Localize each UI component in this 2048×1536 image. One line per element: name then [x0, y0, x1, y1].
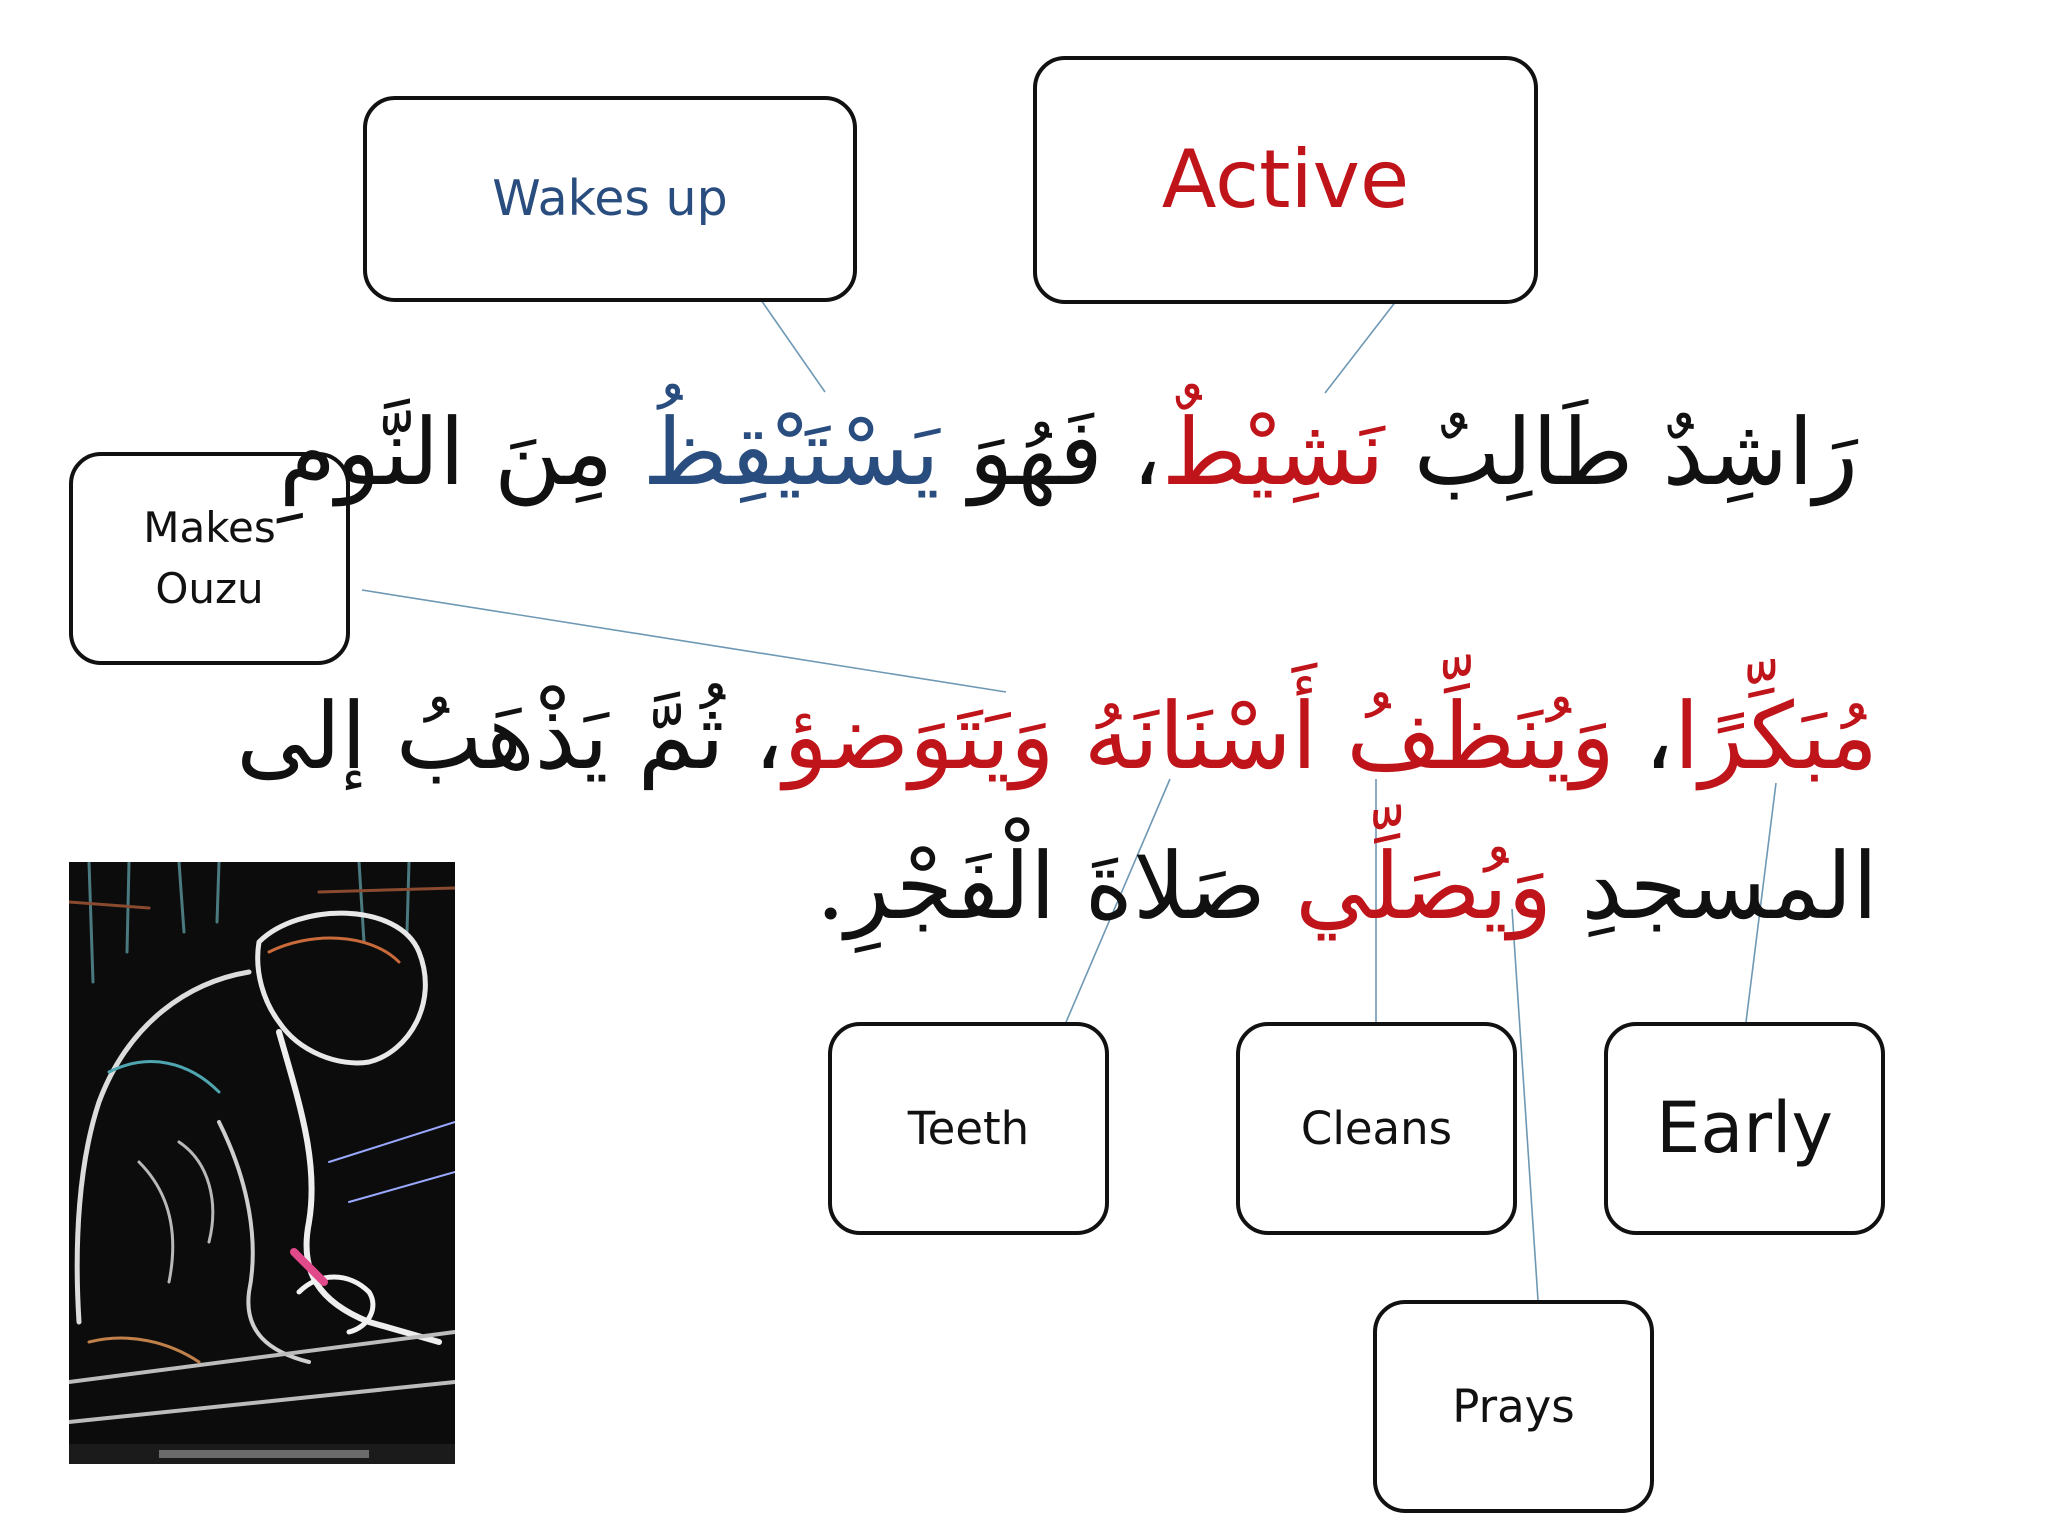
word-thumma-yadhhabu-ila: ، ثُمَّ يَذْهَبُ إلى: [236, 683, 784, 790]
word-al-masjid: المسجدِ: [1552, 833, 1878, 940]
arabic-line-2: [236, 682, 1878, 792]
label-cleans: Cleans: [1300, 1101, 1453, 1155]
word-nashit: نَشِيْطٌ: [1161, 399, 1385, 506]
label-box-active: [1033, 56, 1538, 304]
person-writing-edge-effect-photo-icon: [69, 862, 455, 1464]
word-salat-al-fajr: صَلاةَ الْفَجْرِ.: [816, 833, 1296, 940]
arabic-line-1: [279, 398, 1858, 508]
word-rashid-talib: رَاشِدٌ طَالِبٌ: [1384, 399, 1858, 506]
label-box-early: [1604, 1022, 1885, 1235]
label-active: Active: [1161, 133, 1410, 226]
word-yatawadda: وَيَتَوَضؤ: [783, 683, 1055, 790]
arabic-line-3: [816, 832, 1878, 942]
label-teeth: Teeth: [907, 1101, 1030, 1155]
word-comma-1: ،: [1614, 683, 1674, 790]
word-mina-nnawm: مِنَ النَّومِ: [278, 399, 643, 506]
word-yusalli: وَيُصَلِّي: [1295, 833, 1553, 940]
label-makes-ouzu: Makes Ouzu: [143, 502, 276, 613]
person-writing-photo: [69, 862, 455, 1464]
word-yastayqizu: يَسْتَيْقِظُ: [642, 399, 940, 506]
label-box-cleans: [1236, 1022, 1517, 1235]
label-box-prays: [1373, 1300, 1654, 1513]
word-fahuwa: ، فَهُوَ: [939, 399, 1162, 506]
label-box-teeth: [828, 1022, 1109, 1235]
connector-makes-ouzu: [362, 590, 1006, 692]
label-early: Early: [1656, 1086, 1833, 1169]
label-wakes-up: Wakes up: [492, 170, 728, 228]
word-space: [1055, 683, 1084, 790]
label-prays: Prays: [1452, 1379, 1575, 1433]
word-mubakkiran: مُبَكِّرًا: [1673, 683, 1878, 790]
word-yunazzifu-asnanahu: وَيُنَظِّفُ أَسْنَانَهُ: [1083, 683, 1615, 790]
label-box-wakes-up: [363, 96, 857, 302]
